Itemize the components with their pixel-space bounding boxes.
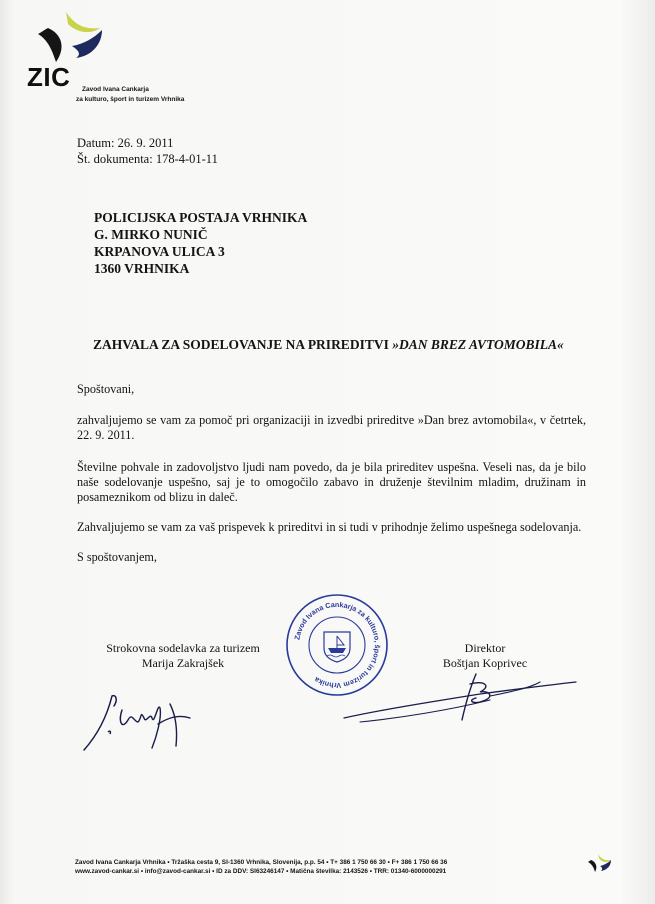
left-signature-icon (78, 688, 218, 758)
date-line: Datum: 26. 9. 2011 (77, 136, 174, 150)
org-name-line1: Zavod Ivana Cankarja (82, 86, 149, 93)
footer-address: Zavod Ivana Cankarja Vrhnika • Tržaška cesta 9, SI-1360 Vrhnika, Slovenija, p.p. 54 • T+ 386 1 750 66 30 • F+ 386 1 750 66 36 (75, 859, 448, 866)
logo-text: ZIC (27, 62, 71, 92)
right-signature-icon (340, 670, 580, 728)
right-signatory-name: Boštjan Koprivec (442, 656, 528, 670)
logo-leaf-green (66, 12, 100, 32)
footer-logo-icon (586, 852, 616, 878)
subject-event: »DAN BREZ AVTOMOBILA« (392, 337, 564, 352)
right-signatory-title: Direktor (464, 641, 506, 655)
paragraph-3: Zahvaljujemo se vam za vaš prispevek k prireditvi in si tudi v prihodnje želimo uspešnega sodelovanja. (77, 520, 582, 534)
org-name-line2: za kulturo, šport in turizem Vrhnika (76, 96, 185, 103)
recipient-line4: 1360 VRHNIKA (94, 261, 190, 276)
logo-leaf-black (38, 28, 62, 62)
paragraph-1: zahvaljujemo se vam za pomoč pri organizaciji in izvedbi prireditve »Dan brez avtomobila«, v četrtek, 22. 9. 2011. (77, 413, 586, 443)
left-signatory-name: Marija Zakrajšek (141, 656, 225, 670)
recipient-line1: POLICIJSKA POSTAJA VRHNIKA (94, 210, 308, 225)
document-number: Št. dokumenta: 178-4-01-11 (77, 152, 218, 166)
stamp-text: Zavod Ivana Cankarja za kulturo, šport in turizem Vrhnika (292, 599, 383, 691)
subject-prefix: ZAHVALA ZA SODELOVANJE NA PRIREDITVI (93, 337, 393, 352)
subject-heading (93, 337, 564, 353)
logo-leaf-navy (72, 30, 102, 58)
recipient-line3: KRPANOVA ULICA 3 (94, 244, 225, 259)
left-signatory-title: Strokovna sodelavka za turizem (106, 641, 260, 655)
paragraph-2: Številne pohvale in zadovoljstvo ljudi nam povedo, da je bila prireditev uspešna. Veseli nas, da je bilo naše sodelovanje uspešno, saj je to omogočilo zabavo in druženje številnim mladim, družinam in posameznikom od blizu in daleč. (77, 460, 586, 505)
greeting: Spoštovani, (77, 382, 135, 396)
recipient-line2: G. MIRKO NUNIČ (94, 227, 208, 242)
closing: S spoštovanjem, (77, 550, 157, 564)
footer-contact: www.zavod-cankar.si • info@zavod-cankar.si • ID za DDV: SI63246147 • Matična številka: 2143526 • TRR: 01340-6000000291 (75, 868, 447, 875)
